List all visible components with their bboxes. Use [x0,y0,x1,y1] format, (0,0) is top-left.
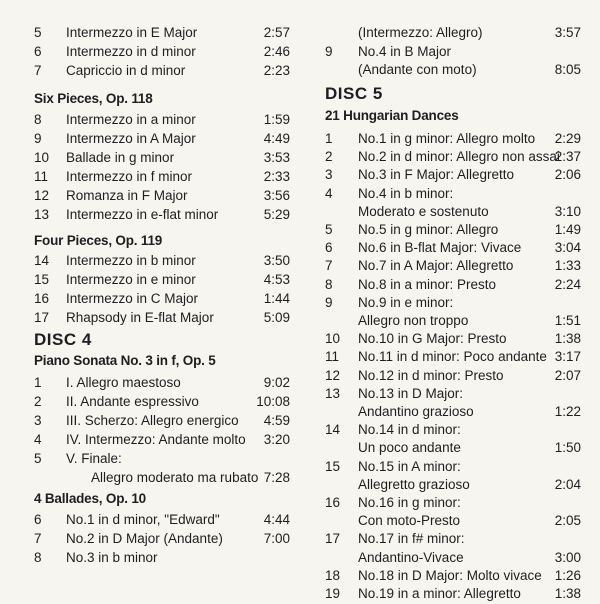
track-row [300,129,600,149]
track-duration: 2:23 [263,63,290,78]
track-number: 16 [325,495,341,510]
track-number: 10 [325,331,341,347]
track-duration: 1:44 [263,291,290,306]
track-row [0,548,300,568]
track-number: 18 [325,567,341,583]
track-title: III. Scherzo: Allegro energico [66,413,239,428]
section-heading: Six Pieces, Op. 118 [34,91,153,106]
track-duration: 7:00 [263,531,290,546]
track-duration: 3:04 [554,240,581,256]
track-row [300,293,600,313]
track-number: 14 [325,422,341,438]
track-row [300,147,600,167]
track-duration: 9:02 [263,375,290,390]
track-number: 3 [34,413,42,428]
track-row [0,430,300,450]
track-duration: 5:29 [263,207,290,222]
track-title: No.19 in a minor: Allegretto [358,586,521,601]
track-duration: 2:37 [554,149,581,165]
track-title: No.7 in A Major: Allegretto [358,258,514,274]
track-number: 5 [34,451,42,466]
track-number: 15 [325,458,341,474]
track-duration: 3:57 [554,25,581,40]
track-number: 8 [34,112,42,127]
track-title: II. Andante espressivo [66,394,199,409]
track-duration: 2:29 [554,131,581,146]
track-title: Intermezzo in f minor [66,169,193,184]
track-row [0,270,300,290]
track-number: 11 [34,169,49,184]
track-number: 6 [34,512,42,527]
track-row [300,529,600,549]
track-number: 9 [325,294,333,310]
track-row [0,510,300,530]
track-number: 11 [325,349,340,365]
track-row [300,165,600,185]
disc-label: DISC 4 [34,330,92,349]
track-number: 17 [325,531,341,547]
track-number: 13 [325,385,341,401]
track-row [300,566,600,586]
track-title: Intermezzo in E Major [66,25,198,40]
track-number: 5 [325,222,333,237]
track-title: Intermezzo in d minor [66,44,196,59]
track-row [300,384,600,404]
track-title: No.14 in d minor: [358,422,461,438]
track-row-continuation [0,468,300,488]
track-title: No.1 in g minor: Allegro molto [358,131,536,146]
track-title: Intermezzo in e-flat minor [66,207,219,222]
track-row [0,411,300,431]
track-subtitle: Con moto-Presto [358,513,461,529]
track-duration: 2:57 [263,25,290,40]
track-duration: 1:59 [263,112,290,127]
track-title: No.3 in F Major: Allegretto [358,167,515,183]
track-duration: 1:38 [554,586,581,601]
track-title: No.11 in d minor: Poco andante [358,349,547,365]
track-duration: 2:33 [263,169,290,184]
track-subtitle: Andantino grazioso [358,404,474,419]
track-number: 4 [325,185,333,201]
track-title: No.4 in B Major [358,44,452,59]
track-row [0,129,300,149]
track-row [300,347,600,367]
track-duration: 1:22 [554,404,581,419]
track-title: V. Finale: [66,451,122,466]
track-number: 15 [34,272,50,287]
track-title: No.8 in a minor: Presto [358,276,497,292]
track-row [0,148,300,168]
track-number: 2 [325,149,333,165]
track-row-continuation [300,202,600,222]
track-title: IV. Intermezzo: Andante molto [66,432,246,447]
track-title: Capriccio in d minor [66,63,186,78]
track-number: 16 [34,291,50,306]
track-duration: 1:50 [554,440,581,456]
track-duration: 3:10 [554,203,581,219]
track-duration: 1:49 [554,222,581,237]
track-title: I. Allegro maestoso [66,375,181,390]
track-duration: 2:24 [554,276,581,292]
track-title: No.9 in e minor: [358,294,454,310]
track-subtitle: Andantino-Vivace [358,549,464,565]
track-row [0,392,300,412]
track-row [0,289,300,309]
track-row [0,167,300,187]
track-title: Intermezzo in b minor [66,253,196,268]
track-duration: 8:05 [554,62,581,77]
track-duration: 2:05 [554,513,581,529]
track-title: Intermezzo in e minor [66,272,196,287]
track-number: 7 [34,63,42,78]
track-duration: 1:26 [554,567,581,583]
track-subtitle: Allegretto grazioso [358,476,470,492]
track-duration: 4:44 [263,512,290,527]
track-row [0,110,300,130]
track-row-continuation [300,475,600,495]
track-row [0,61,300,81]
track-title: Rhapsody in E-flat Major [66,310,214,325]
track-title: No.15 in A minor: [358,458,461,474]
track-row-continuation [300,548,600,568]
track-title: No.18 in D Major: Molto vivace [358,567,542,583]
track-row [300,420,600,440]
track-duration: 2:06 [554,167,581,183]
track-number: 2 [34,394,42,409]
track-title: Romanza in F Major [66,188,188,203]
track-duration: 4:53 [263,272,290,287]
track-subtitle: Allegro non troppo [358,313,469,328]
track-number: 17 [34,310,50,325]
track-subtitle: (Andante con moto) [358,62,477,77]
track-title: Ballade in g minor [66,150,175,165]
track-duration: 3:50 [263,253,290,268]
track-row [300,366,600,386]
track-row-continuation [300,511,600,531]
track-row [300,42,600,62]
track-title: No.17 in f# minor: [358,531,465,547]
track-title: No.5 in g minor: Allegro [358,222,499,237]
track-number: 13 [34,207,50,222]
track-title: No.12 in d minor: Presto [358,367,504,383]
track-number: 7 [325,258,333,274]
track-duration: 5:09 [263,310,290,325]
track-row [0,42,300,62]
track-row-continuation [300,60,600,80]
section-heading: 4 Ballades, Op. 10 [34,491,146,506]
track-title: No.2 in D Major (Andante) [66,531,223,546]
track-duration: 3:00 [554,549,581,565]
track-duration: 1:33 [554,258,581,274]
track-subtitle: Allegro moderato ma rubato [91,470,259,485]
track-duration: 10:08 [256,394,290,409]
track-row-continuation [300,311,600,331]
track-title: No.10 in G Major: Presto [358,331,507,347]
track-number: 12 [325,367,341,383]
track-number: 12 [34,188,50,203]
track-number: 6 [34,44,42,59]
track-row [300,220,600,240]
track-number: 7 [34,531,42,546]
track-title: No.4 in b minor: [358,185,454,201]
track-title: No.1 in d minor, "Edward" [66,512,220,527]
track-subtitle: Un poco andante [358,440,461,456]
track-duration: 2:07 [554,367,581,383]
track-number: 14 [34,253,50,268]
track-row [300,256,600,276]
track-row [0,205,300,225]
track-title: No.16 in g minor: [358,495,461,510]
track-duration: 2:04 [554,476,581,492]
track-number: 3 [325,167,333,183]
track-number: 19 [325,586,341,601]
track-duration: 3:53 [263,150,290,165]
track-number: 10 [34,150,50,165]
track-row [0,373,300,393]
track-row [0,251,300,271]
track-subtitle: (Intermezzo: Allegro) [358,25,483,40]
track-title: Intermezzo in a minor [66,112,196,127]
track-title: No.13 in D Major: [358,385,464,401]
track-row [300,493,600,513]
track-duration: 3:17 [554,349,581,365]
track-row [300,184,600,204]
track-row [300,238,600,258]
track-subtitle: Moderato e sostenuto [358,203,489,219]
track-title: Intermezzo in C Major [66,291,199,306]
section-heading: 21 Hungarian Dances [325,108,459,123]
track-number: 1 [325,131,333,146]
track-row [300,329,600,349]
track-number: 6 [325,240,333,256]
track-row [0,186,300,206]
track-duration: 1:38 [554,331,581,347]
track-duration: 4:49 [263,131,290,146]
track-number: 9 [325,44,333,59]
track-number: 8 [325,276,333,292]
track-row-continuation [300,23,600,43]
track-row-continuation [300,438,600,458]
track-row [0,23,300,43]
disc-label: DISC 5 [325,84,383,103]
track-title: No.3 in b minor [66,550,158,565]
section-heading: Four Pieces, Op. 119 [34,233,163,248]
track-row-continuation [300,402,600,422]
track-title: No.6 in B-flat Major: Vivace [358,240,522,256]
track-duration: 2:46 [263,44,290,59]
track-row [0,529,300,549]
track-row [300,584,600,604]
track-row [0,449,300,469]
track-duration: 3:20 [263,432,290,447]
track-duration: 4:59 [263,413,290,428]
track-row [0,308,300,328]
track-row [300,275,600,295]
track-duration: 3:56 [263,188,290,203]
track-duration: 1:51 [554,313,581,328]
track-number: 8 [34,550,42,565]
track-title: No.2 in d minor: Allegro non assai [358,149,560,165]
track-number: 4 [34,432,42,447]
track-title: Intermezzo in A Major [66,131,196,146]
track-number: 9 [34,131,42,146]
track-row [300,457,600,477]
section-heading: Piano Sonata No. 3 in f, Op. 5 [34,353,216,368]
track-duration: 7:28 [263,470,290,485]
track-number: 1 [34,375,42,390]
track-number: 5 [34,25,42,40]
